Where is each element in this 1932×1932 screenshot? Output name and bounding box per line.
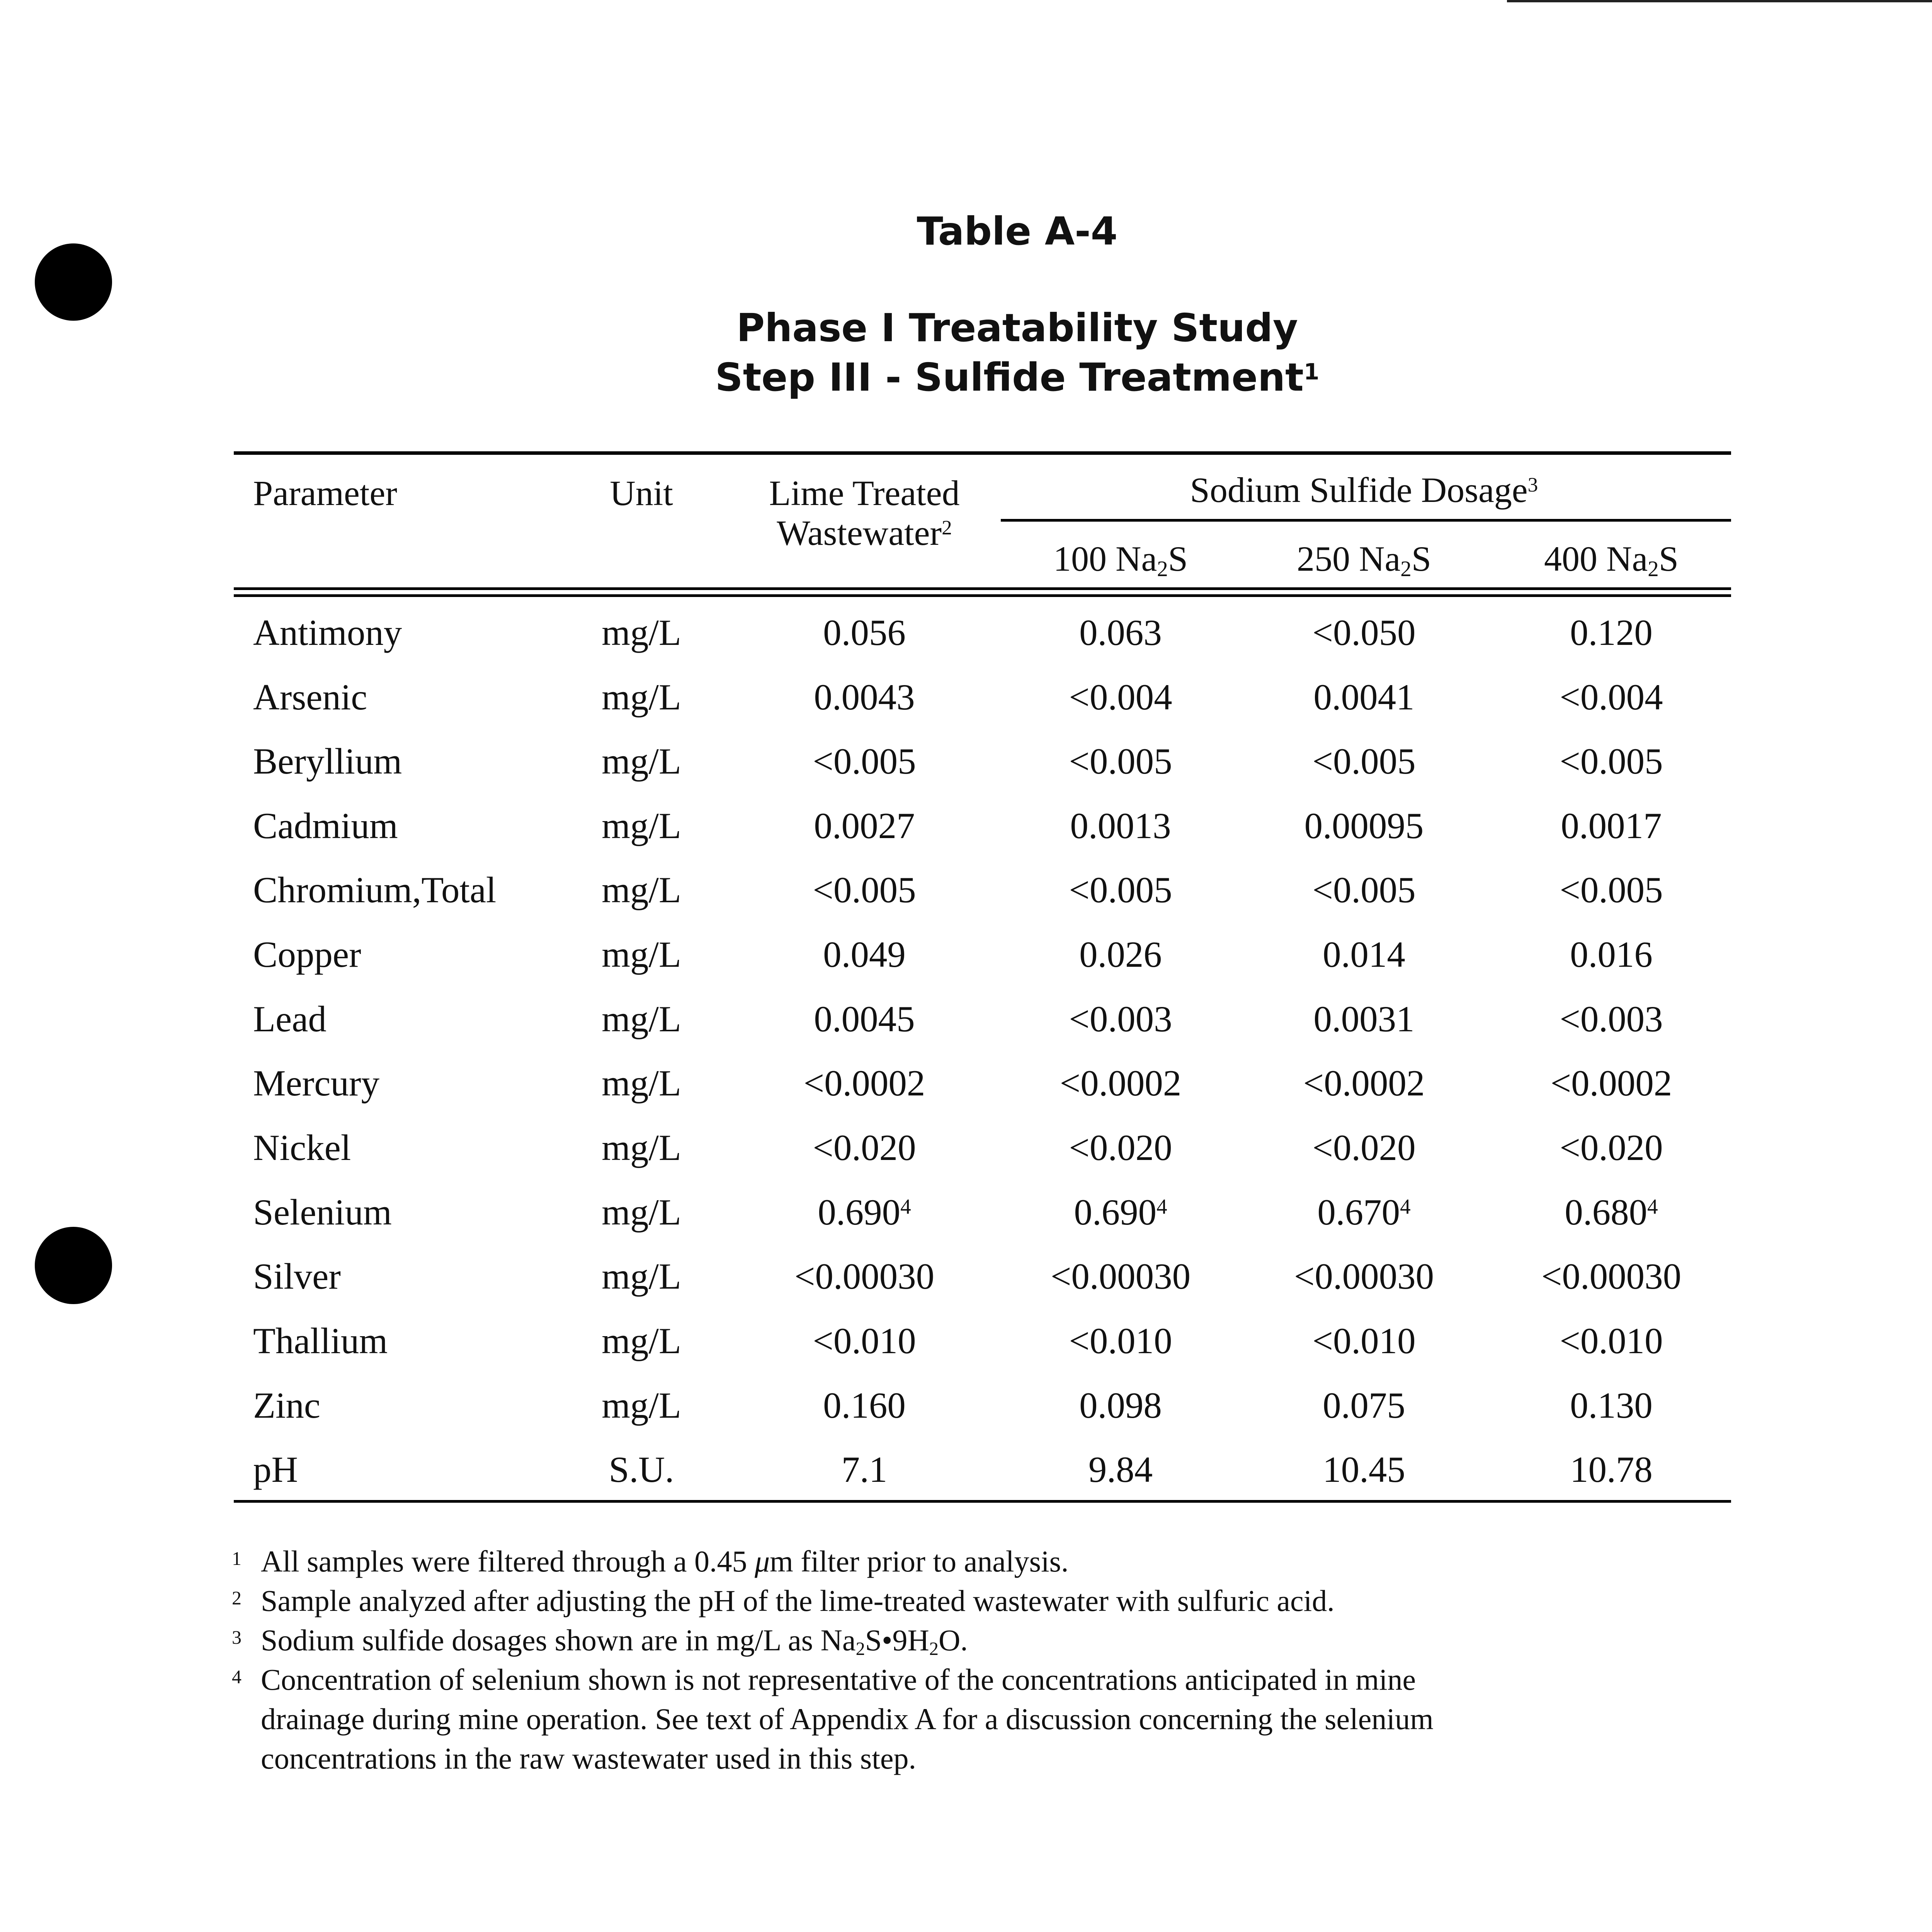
header-dose-100-sub: 2	[1157, 557, 1168, 582]
footnote-3-text	[261, 1621, 1729, 1664]
cell-dose-400: <0.005	[1560, 869, 1663, 910]
cell-lime: 0.056	[823, 612, 906, 653]
cell-dose-250: <0.0002	[1303, 1063, 1425, 1104]
cell-parameter: Thallium	[253, 1320, 388, 1361]
header-lime-treated-line1: Lime Treated	[769, 473, 960, 513]
cell-parameter: Cadmium	[253, 805, 398, 846]
header-dose-400	[1544, 539, 1679, 582]
cell-dose-250: <0.00030	[1294, 1256, 1434, 1297]
header-dose-250-s: S	[1411, 539, 1431, 578]
cell-parameter: Silver	[253, 1256, 341, 1297]
header-lime-treated-text: Wastewater	[777, 513, 942, 553]
header-dose-250-sub: 2	[1400, 557, 1412, 582]
cell-dose-100: <0.010	[1069, 1320, 1172, 1361]
cell-lime	[818, 1194, 911, 1231]
footnote-4-line-1: Concentration of selenium shown is not representative of the concentrations anticipated in mine	[261, 1663, 1416, 1696]
cell-dose-250: <0.005	[1312, 869, 1416, 910]
cell-dose-250: <0.010	[1312, 1320, 1416, 1361]
header-sodium-text: Sodium Sulfide Dosage	[1190, 470, 1528, 510]
study-title: Phase I Treatability Study	[736, 305, 1298, 350]
cell-unit: mg/L	[602, 869, 681, 910]
cell-parameter: Selenium	[253, 1192, 392, 1233]
binder-hole-middle	[35, 1227, 112, 1304]
cell-lime: <0.00030	[794, 1256, 935, 1297]
footnote-2-number: 2	[232, 1587, 242, 1609]
cell-unit: mg/L	[602, 805, 681, 846]
header-lime-footnote-ref: 2	[942, 516, 952, 539]
sodium-group-rule	[1001, 519, 1731, 522]
cell-dose-250: 0.0031	[1313, 998, 1415, 1039]
cell-lime: <0.005	[813, 741, 916, 782]
cell-dose-400: 0.120	[1570, 612, 1653, 653]
header-double-rule-top	[234, 587, 1731, 590]
cell-unit: mg/L	[602, 677, 681, 718]
header-dose-100	[1053, 539, 1188, 582]
footnote-3-text-a: Sodium sulfide dosages shown are in mg/L as Na	[261, 1623, 856, 1657]
cell-dose-400	[1565, 1194, 1658, 1231]
cell-dose-250: 0.014	[1323, 934, 1405, 975]
cell-dose-400-value: 0.680	[1565, 1192, 1648, 1233]
cell-dose-100: <0.005	[1069, 741, 1172, 782]
cell-lime: <0.010	[813, 1320, 916, 1361]
cell-parameter: Lead	[253, 998, 327, 1039]
cell-dose-250: <0.005	[1312, 741, 1416, 782]
cell-dose-400: 0.0017	[1561, 805, 1662, 846]
cell-parameter: Copper	[253, 934, 361, 975]
scan-edge-line	[1507, 0, 1932, 2]
footnote-2-text: Sample analyzed after adjusting the pH of the lime-treated wastewater with sulfuric acid.	[261, 1584, 1335, 1617]
header-dose-400-sub: 2	[1648, 557, 1659, 582]
cell-dose-100: 9.84	[1088, 1449, 1153, 1490]
cell-dose-100: 0.0013	[1070, 805, 1171, 846]
step-title-text: Step III - Sulfide Treatment	[715, 355, 1304, 400]
cell-unit: mg/L	[602, 1063, 681, 1104]
cell-dose-100: <0.005	[1069, 869, 1172, 910]
cell-dose-100: <0.020	[1069, 1127, 1172, 1168]
table-bottom-rule	[234, 1500, 1731, 1503]
cell-dose-250-value: 0.670	[1317, 1192, 1400, 1233]
footnote-3-number: 3	[232, 1626, 242, 1648]
cell-lime: 0.049	[823, 934, 906, 975]
cell-dose-100: 0.026	[1079, 934, 1162, 975]
header-lime-treated-line2	[777, 515, 952, 551]
footnote-3-text-c: O.	[938, 1623, 968, 1657]
footnote-1-text	[261, 1542, 1729, 1581]
cell-dose-100-footnote-ref: 4	[1156, 1195, 1167, 1219]
cell-parameter: pH	[253, 1449, 298, 1490]
footnote-1-number: 1	[232, 1548, 242, 1569]
header-double-rule-bottom	[234, 594, 1731, 597]
cell-parameter: Chromium,Total	[253, 869, 497, 910]
cell-parameter: Arsenic	[253, 677, 367, 718]
cell-unit: S.U.	[609, 1449, 674, 1490]
cell-lime: <0.020	[813, 1127, 916, 1168]
cell-dose-100	[1074, 1194, 1167, 1231]
header-dose-250	[1297, 539, 1431, 582]
footnote-1-text-a: All samples were filtered through a 0.45	[261, 1544, 755, 1578]
cell-lime: <0.005	[813, 869, 916, 910]
footnote-4-number: 4	[232, 1666, 242, 1687]
header-dose-400-s: S	[1658, 539, 1679, 578]
cell-dose-250: 0.075	[1323, 1385, 1405, 1426]
cell-parameter: Mercury	[253, 1063, 380, 1104]
cell-dose-100-value: 0.690	[1074, 1192, 1157, 1233]
footnote-3-sub-2: 2	[929, 1639, 939, 1660]
header-parameter: Parameter	[253, 473, 397, 513]
footnote-4-line-3: concentrations in the raw wastewater used in this step.	[261, 1742, 917, 1775]
header-dose-100-s: S	[1168, 539, 1188, 578]
step-title-footnote-ref: 1	[1303, 359, 1320, 385]
cell-dose-100: <0.004	[1069, 677, 1172, 718]
header-dose-100-text: 100 Na	[1053, 539, 1157, 578]
cell-dose-250: 0.00095	[1304, 805, 1424, 846]
cell-lime-value: 0.690	[818, 1192, 901, 1233]
cell-parameter: Zinc	[253, 1385, 321, 1426]
cell-dose-250: <0.050	[1312, 612, 1416, 653]
cell-unit: mg/L	[602, 934, 681, 975]
footnote-3-text-b: S•9H	[865, 1623, 929, 1657]
header-sodium-sulfide-dosage	[1190, 472, 1538, 508]
cell-dose-250-footnote-ref: 4	[1400, 1195, 1411, 1219]
cell-dose-250: 10.45	[1323, 1449, 1405, 1490]
cell-dose-400: 0.016	[1570, 934, 1653, 975]
cell-lime: <0.0002	[803, 1063, 925, 1104]
footnote-1-mu: μ	[754, 1544, 770, 1578]
footnote-1-text-b: m filter prior to analysis.	[770, 1544, 1069, 1578]
cell-lime-footnote-ref: 4	[900, 1195, 911, 1219]
step-title	[0, 355, 1932, 400]
cell-dose-400: <0.010	[1560, 1320, 1663, 1361]
header-dose-400-text: 400 Na	[1544, 539, 1648, 578]
cell-dose-400: <0.020	[1560, 1127, 1663, 1168]
cell-dose-400-footnote-ref: 4	[1647, 1195, 1658, 1219]
cell-dose-400: <0.005	[1560, 741, 1663, 782]
cell-unit: mg/L	[602, 612, 681, 653]
cell-lime: 0.0043	[814, 677, 915, 718]
cell-dose-250	[1317, 1194, 1410, 1231]
cell-unit: mg/L	[602, 1192, 681, 1233]
cell-dose-400: 0.130	[1570, 1385, 1653, 1426]
table-label: Table A-4	[917, 209, 1118, 254]
cell-dose-400: <0.0002	[1550, 1063, 1672, 1104]
cell-dose-250: <0.020	[1312, 1127, 1416, 1168]
cell-unit: mg/L	[602, 741, 681, 782]
cell-dose-100: 0.098	[1079, 1385, 1162, 1426]
header-dose-250-text: 250 Na	[1297, 539, 1401, 578]
cell-lime: 0.160	[823, 1385, 906, 1426]
cell-dose-100: 0.063	[1079, 612, 1162, 653]
cell-dose-100: <0.0002	[1060, 1063, 1182, 1104]
cell-lime: 0.0045	[814, 998, 915, 1039]
footnote-4-text	[261, 1660, 1729, 1778]
cell-unit: mg/L	[602, 998, 681, 1039]
cell-unit: mg/L	[602, 1385, 681, 1426]
footnote-4-line-2: drainage during mine operation. See text of Appendix A for a discussion concerning the selenium	[261, 1702, 1434, 1736]
cell-unit: mg/L	[602, 1320, 681, 1361]
cell-dose-100: <0.00030	[1050, 1256, 1191, 1297]
cell-parameter: Antimony	[253, 612, 402, 653]
cell-unit: mg/L	[602, 1127, 681, 1168]
cell-parameter: Nickel	[253, 1127, 351, 1168]
cell-parameter: Beryllium	[253, 741, 402, 782]
header-sodium-footnote-ref: 3	[1527, 473, 1538, 497]
cell-unit: mg/L	[602, 1256, 681, 1297]
table-top-rule	[234, 451, 1731, 455]
cell-dose-400: <0.004	[1560, 677, 1663, 718]
header-unit: Unit	[610, 473, 673, 513]
cell-dose-100: <0.003	[1069, 998, 1172, 1039]
footnote-3-sub-1: 2	[855, 1639, 865, 1660]
cell-dose-400: 10.78	[1570, 1449, 1653, 1490]
cell-lime: 7.1	[841, 1449, 888, 1490]
cell-dose-250: 0.0041	[1313, 677, 1415, 718]
cell-lime: 0.0027	[814, 805, 915, 846]
cell-dose-400: <0.003	[1560, 998, 1663, 1039]
cell-dose-400: <0.00030	[1541, 1256, 1682, 1297]
